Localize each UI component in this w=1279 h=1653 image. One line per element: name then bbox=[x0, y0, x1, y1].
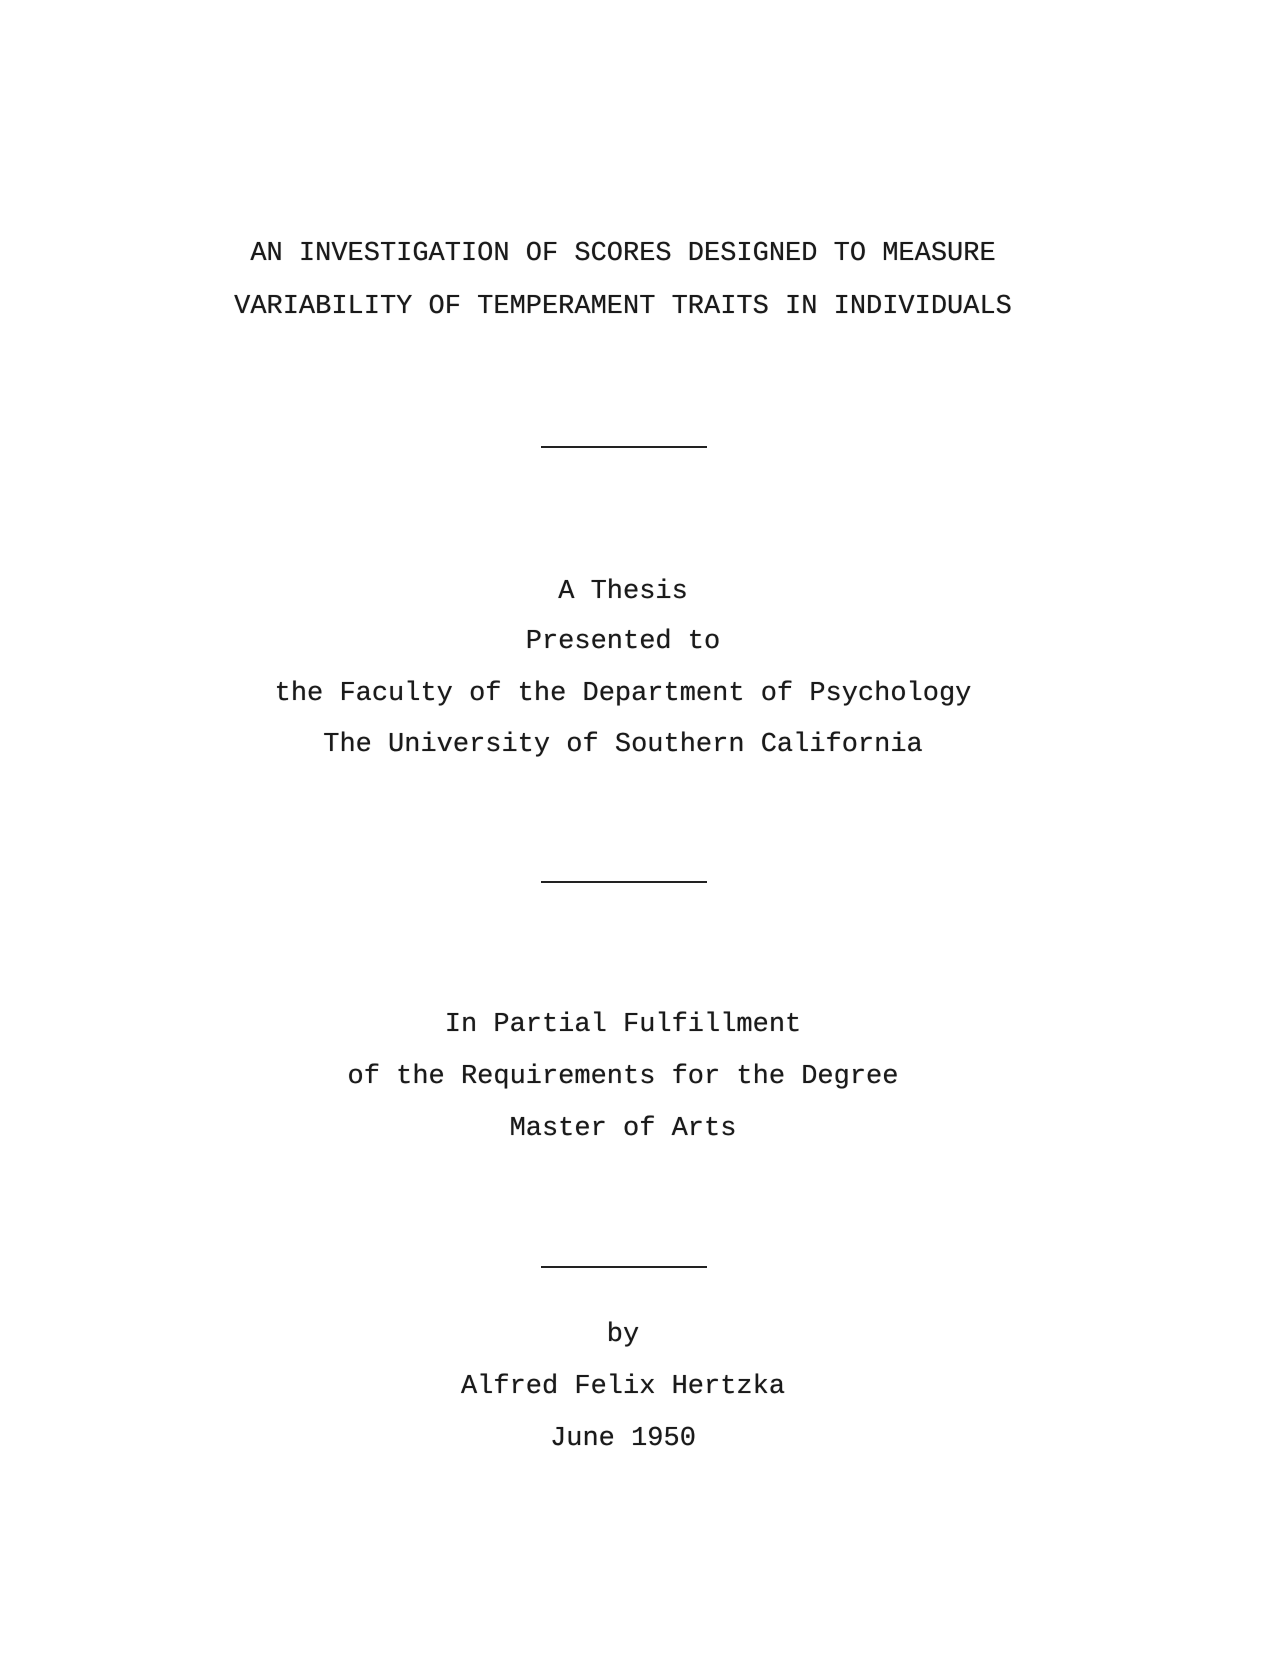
presented-to: Presented to bbox=[525, 627, 721, 657]
divider-rule bbox=[541, 446, 707, 448]
fulfillment-line: In Partial Fulfillment bbox=[444, 1010, 802, 1040]
divider-rule bbox=[541, 1266, 707, 1268]
author-name: Alfred Felix Hertzka bbox=[460, 1372, 786, 1402]
title-line-1: AN INVESTIGATION OF SCORES DESIGNED TO MEASURE bbox=[250, 239, 996, 269]
faculty-line: the Faculty of the Department of Psychology bbox=[274, 679, 972, 709]
thesis-label: A Thesis bbox=[558, 577, 688, 607]
degree-line: Master of Arts bbox=[509, 1114, 737, 1144]
date: June 1950 bbox=[550, 1424, 696, 1454]
title-line-2: VARIABILITY OF TEMPERAMENT TRAITS IN INDIVIDUALS bbox=[234, 292, 1012, 322]
university-line: The University of Southern California bbox=[323, 730, 923, 760]
divider-rule bbox=[541, 881, 707, 883]
requirements-line: of the Requirements for the Degree bbox=[347, 1062, 899, 1092]
by-label: by bbox=[606, 1320, 640, 1350]
